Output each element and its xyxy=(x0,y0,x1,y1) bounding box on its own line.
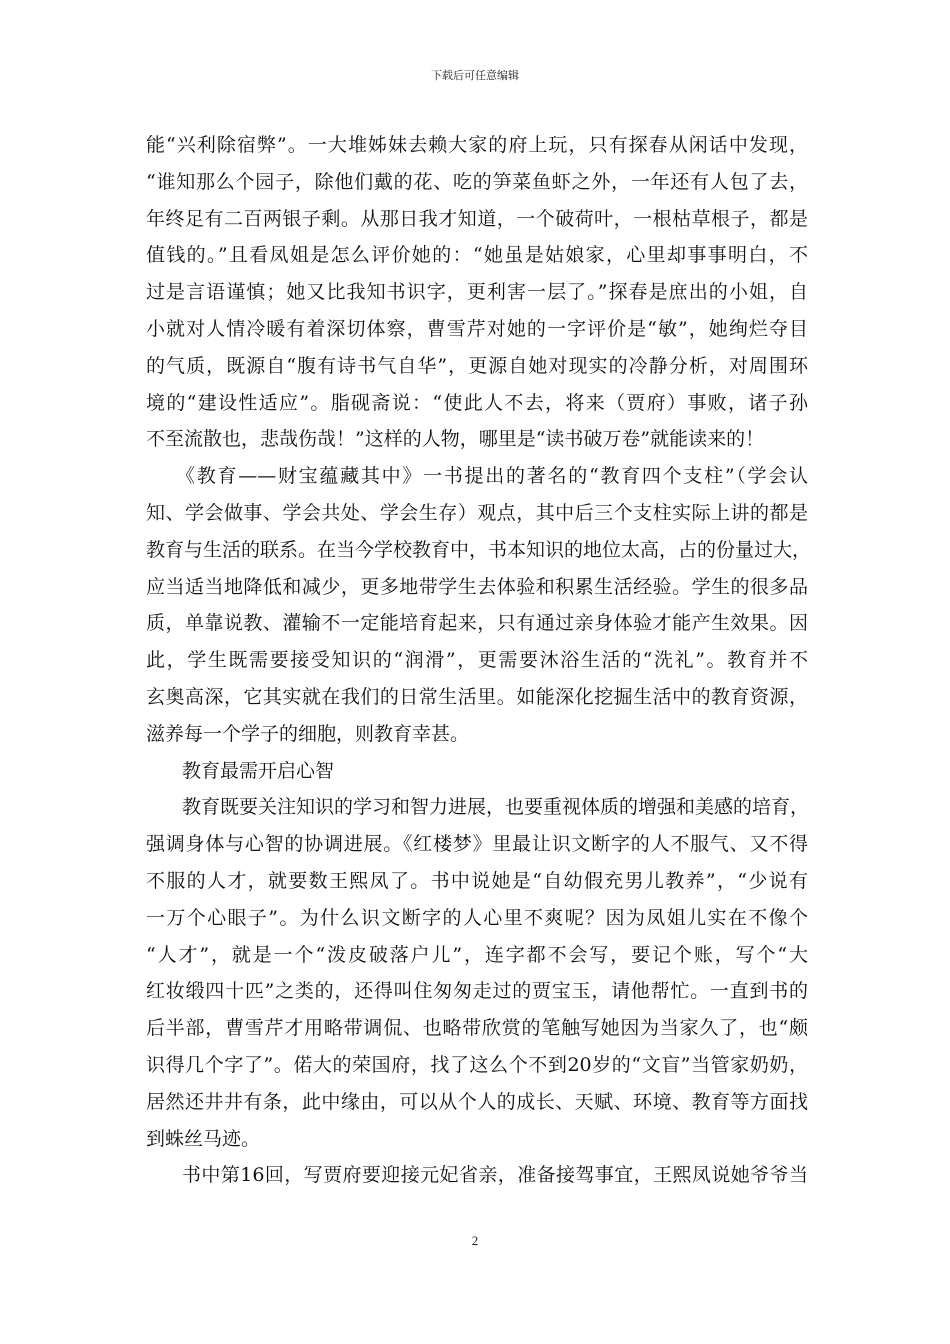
text-line: 不服的人才，就要数王熙凤了。书中说她是“自幼假充男儿教养”，“少说有 xyxy=(146,869,808,892)
text-line: 《教育——财宝蕴藏其中》一书提出的著名的“教育四个支柱”（学会认 xyxy=(176,465,808,488)
body-text xyxy=(146,127,812,1194)
text-line: 此，学生既需要接受知识的“润滑”，更需要沐浴生活的“洗礼”。教育并不 xyxy=(146,649,808,672)
text-line: 识得几个字了”。偌大的荣国府，找了这么个不到20岁的“文盲”当管家奶奶， xyxy=(146,1053,808,1076)
text-line: 不至流散也，悲哉伤哉！”这样的人物，哪里是“读书破万卷”就能读来的！ xyxy=(146,428,765,451)
page-number: 2 xyxy=(471,1233,479,1248)
text-line: “谁知那么个园子，除他们戴的花、吃的笋菜鱼虾之外，一年还有人包了去， xyxy=(146,170,808,193)
text-line: 质，单靠说教、灌输不一定能培育起来，只有通过亲身体验才能产生效果。因 xyxy=(146,612,808,635)
text-line: 境的“建设性适应”。脂砚斋说：“使此人不去，将来（贾府）事败，诸子孙 xyxy=(146,391,808,414)
text-line: 值钱的。”且看凤姐是怎么评价她的：“她虽是姑娘家，心里却事事明白，不 xyxy=(146,244,808,267)
text-line: 一万个心眼子”。为什么识文断字的人心里不爽呢？因为凤姐儿实在不像个 xyxy=(146,906,808,929)
text-line: 后半部，曹雪芹才用略带调侃、也略带欣赏的笔触写她因为当家久了，也“颇 xyxy=(146,1017,808,1040)
text-line: 小就对人情冷暖有着深切体察，曹雪芹对她的一字评价是“敏”，她绚烂夺目 xyxy=(146,317,808,340)
section-heading: 教育最需开启心智 xyxy=(182,759,335,782)
text-line: 玄奥高深，它其实就在我们的日常生活里。如能深化挖掘生活中的教育资源， xyxy=(146,685,808,708)
text-line: “人才”，就是一个“泼皮破落户儿”，连字都不会写，要记个账，写个“大 xyxy=(146,943,808,966)
text-line: 到蛛丝马迹。 xyxy=(146,1127,261,1150)
text-line: 书中第16回，写贾府要迎接元妃省亲，准备接驾事宜，王熙凤说她爷爷当 xyxy=(182,1164,808,1187)
text-line: 年终足有二百两银子剩。从那日我才知道，一个破荷叶，一根枯草根子，都是 xyxy=(146,207,808,230)
text-line: 教育既要关注知识的学习和智力进展，也要重视体质的增强和美感的培育， xyxy=(182,796,810,819)
text-line: 强调身体与心智的协调进展。《红楼梦》里最让识文断字的人不服气、又不得 xyxy=(146,833,808,856)
page-header: 下载后可任意编辑 xyxy=(431,69,519,82)
text-line: 过是言语谨慎；她又比我知书识字，更利害一层了。”探春是庶出的小姐，自 xyxy=(146,281,808,304)
text-line: 滋养每一个学子的细胞，则教育幸甚。 xyxy=(146,722,470,745)
text-line: 知、学会做事、学会共处、学会生存）观点，其中后三个支柱实际上讲的都是 xyxy=(146,501,808,524)
text-line: 教育与生活的联系。在当今学校教育中，书本知识的地位太高，占的份量过大， xyxy=(146,538,812,561)
text-line: 红妆缎四十匹”之类的，还得叫住匆匆走过的贾宝玉，请他帮忙。一直到书的 xyxy=(146,980,808,1003)
text-line: 的气质，既源自“腹有诗书气自华”，更源自她对现实的冷静分析，对周围环 xyxy=(146,354,808,377)
text-line: 居然还井井有条，此中缘由，可以从个人的成长、天赋、环境、教育等方面找 xyxy=(146,1090,808,1113)
text-line: 能“兴利除宿弊”。一大堆姊妹去赖大家的府上玩，只有探春从闲话中发现， xyxy=(146,134,808,156)
text-line: 应当适当地降低和减少，更多地带学生去体验和积累生活经验。学生的很多品 xyxy=(146,575,808,598)
